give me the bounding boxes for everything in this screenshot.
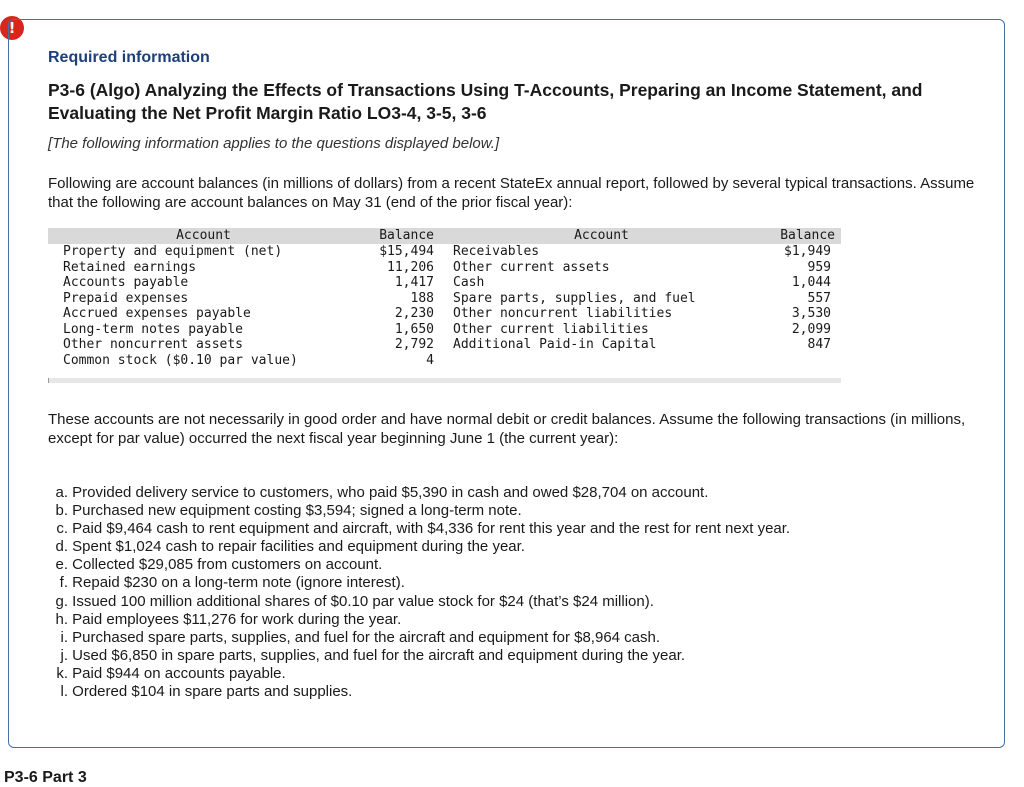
account-balance: 557 bbox=[807, 290, 831, 306]
table-header-row bbox=[48, 228, 841, 244]
alert-icon: ! bbox=[0, 16, 24, 40]
account-name: Other noncurrent assets bbox=[63, 337, 244, 352]
transaction-letter: l. bbox=[60, 683, 68, 701]
account-name: Other current liabilities bbox=[453, 321, 649, 337]
list-item bbox=[48, 556, 978, 574]
transaction-text: Ordered $104 in spare parts and supplies. bbox=[72, 683, 353, 701]
table-row bbox=[48, 306, 841, 322]
transaction-letter: j. bbox=[60, 646, 68, 664]
list-item bbox=[48, 484, 978, 502]
account-name: Spare parts, supplies, and fuel bbox=[453, 290, 696, 306]
table-row bbox=[48, 275, 841, 291]
header-balance-left: Balance bbox=[359, 228, 440, 244]
transaction-letter: e. bbox=[55, 556, 68, 574]
transaction-text: Spent $1,024 cash to repair facilities and equipment during the year. bbox=[72, 538, 525, 556]
transaction-text: Purchased new equipment costing $3,594; signed a long-term note. bbox=[72, 502, 522, 520]
transaction-text: Purchased spare parts, supplies, and fuel for the aircraft and equipment for $8,964 cash. bbox=[72, 628, 661, 646]
transaction-letter: d. bbox=[55, 538, 68, 556]
account-balance: $15,494 bbox=[379, 244, 434, 259]
table-row bbox=[48, 322, 841, 338]
list-item bbox=[48, 629, 978, 647]
header-balance-right: Balance bbox=[763, 228, 841, 244]
account-name: Accrued expenses payable bbox=[63, 306, 251, 321]
account-balance bbox=[763, 353, 841, 369]
transaction-letter: k. bbox=[56, 664, 68, 682]
table-row bbox=[48, 353, 841, 369]
problem-title: P3-6 (Algo) Analyzing the Effects of Transactions Using T-Accounts, Preparing an Income Statement, and Evaluating the Net Profit Margin Ratio LO3-4, 3-5, 3-6 bbox=[48, 80, 923, 123]
account-balance: 2,230 bbox=[394, 306, 434, 321]
transaction-letter: a. bbox=[55, 484, 68, 501]
account-balance: 3,530 bbox=[791, 306, 831, 321]
list-item bbox=[48, 502, 978, 520]
account-balance: 847 bbox=[807, 337, 831, 352]
account-balance: 1,417 bbox=[394, 275, 434, 290]
transaction-text: Repaid $230 on a long-term note (ignore interest). bbox=[72, 574, 405, 592]
transaction-letter: h. bbox=[55, 610, 68, 628]
account-name: Common stock ($0.10 par value) bbox=[63, 352, 298, 368]
transaction-text: Issued 100 million additional shares of $0.10 par value stock for $24 (that’s $24 million). bbox=[72, 592, 654, 610]
info-note: [The following information applies to the questions displayed below.] bbox=[48, 135, 500, 152]
account-name: Receivables bbox=[453, 244, 540, 259]
account-name: Retained earnings bbox=[63, 259, 197, 275]
next-part-heading: P3-6 Part 3 bbox=[4, 769, 87, 786]
account-balance: 959 bbox=[807, 259, 831, 275]
intro-paragraph: Following are account balances (in millions of dollars) from a recent StateEx annual report, followed by several typical transactions. Assume that the following are account balances on May 31 (end of the prior fiscal year): bbox=[48, 175, 975, 211]
list-item bbox=[48, 647, 978, 665]
list-item bbox=[48, 611, 978, 629]
account-name: Long-term notes payable bbox=[63, 321, 244, 337]
list-item bbox=[48, 683, 978, 701]
transaction-letter: i. bbox=[60, 628, 68, 646]
list-item bbox=[48, 538, 978, 556]
header-account-right: Account bbox=[440, 228, 763, 244]
transaction-text: Paid $944 on accounts payable. bbox=[72, 664, 286, 682]
transaction-text: Used $6,850 in spare parts, supplies, and fuel for the aircraft and equipment during the year. bbox=[72, 646, 686, 664]
account-balance: 2,099 bbox=[791, 321, 831, 337]
assumption-paragraph: These accounts are not necessarily in good order and have normal debit or credit balances. Assume the following transactions (in millions, except for par value) occurred the next fiscal year beginning June 1 (the current year): bbox=[48, 411, 966, 447]
account-balances-table bbox=[48, 228, 841, 368]
account-name: Additional Paid-in Capital bbox=[453, 337, 657, 352]
account-balance: 1,650 bbox=[394, 321, 434, 337]
account-name: Prepaid expenses bbox=[63, 290, 189, 306]
account-balance: 4 bbox=[426, 352, 434, 368]
account-balance: 1,044 bbox=[791, 275, 831, 290]
transaction-text: Collected $29,085 from customers on account. bbox=[72, 556, 383, 574]
header-account-left: Account bbox=[48, 228, 359, 244]
required-information-heading: Required information bbox=[48, 49, 210, 66]
table-row bbox=[48, 244, 841, 260]
account-balance: $1,949 bbox=[784, 244, 831, 259]
transaction-letter: c. bbox=[56, 520, 68, 538]
transaction-text: Paid employees $11,276 for work during the year. bbox=[72, 610, 402, 628]
list-item bbox=[48, 593, 978, 611]
table-row bbox=[48, 337, 841, 353]
account-balance: 188 bbox=[410, 290, 434, 306]
account-name: Property and equipment (net) bbox=[63, 244, 283, 259]
transaction-text: Paid $9,464 cash to rent equipment and aircraft, with $4,336 for rent this year and the rest for rent next year. bbox=[72, 520, 791, 538]
transactions-list bbox=[48, 484, 978, 701]
account-name: Cash bbox=[453, 275, 485, 290]
table-row bbox=[48, 291, 841, 307]
transaction-letter: g. bbox=[55, 592, 68, 610]
account-name: Other noncurrent liabilities bbox=[453, 306, 673, 321]
list-item bbox=[48, 520, 978, 538]
transaction-letter: f. bbox=[59, 574, 68, 592]
table-scrollbar bbox=[48, 378, 841, 383]
table-row bbox=[48, 260, 841, 276]
transaction-text: Provided delivery service to customers, who paid $5,390 in cash and owed $28,704 on account. bbox=[72, 484, 709, 501]
account-balance: 11,206 bbox=[387, 259, 434, 275]
account-name bbox=[440, 353, 763, 369]
account-balance: 2,792 bbox=[394, 337, 434, 352]
list-item bbox=[48, 574, 978, 592]
list-item bbox=[48, 665, 978, 683]
transaction-letter: b. bbox=[55, 502, 68, 520]
account-name: Accounts payable bbox=[63, 275, 189, 290]
account-name: Other current assets bbox=[453, 259, 610, 275]
